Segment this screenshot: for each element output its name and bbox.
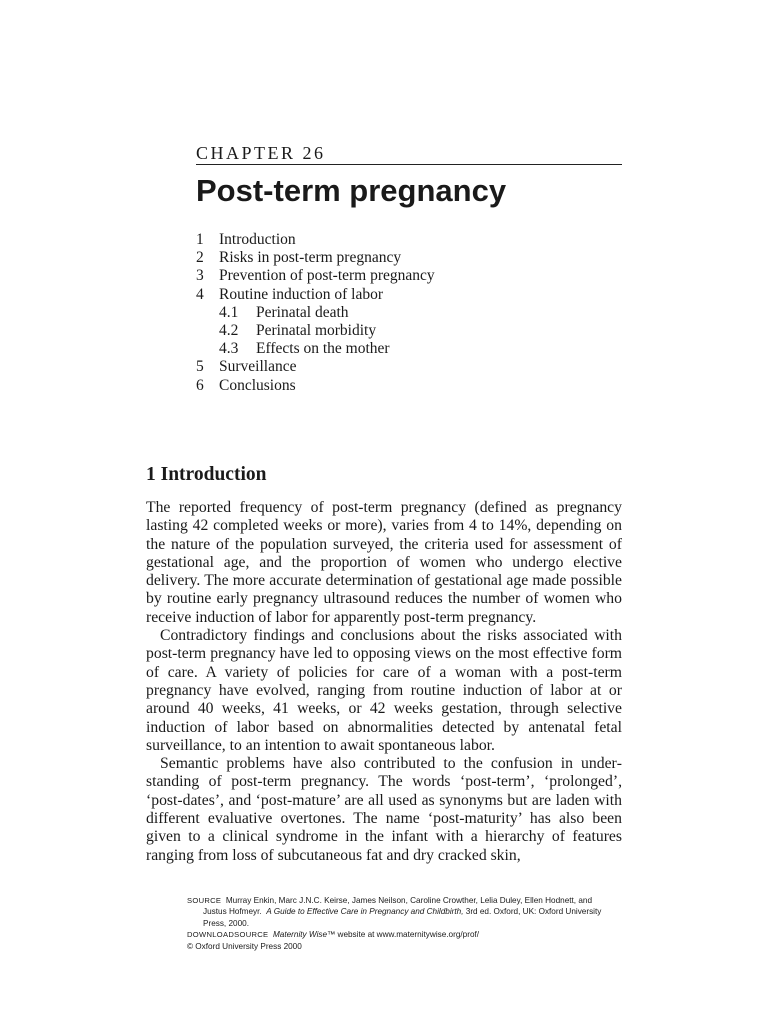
source-edition-2: Press, 2000. — [203, 918, 249, 928]
toc-number: 4.3 — [219, 340, 239, 358]
body-text — [146, 499, 622, 865]
toc-label: Prevention of post-term pregnancy — [219, 267, 435, 285]
toc-number: 5 — [196, 358, 204, 376]
toc-label: Surveillance — [219, 358, 297, 376]
copyright: © Oxford University Press 2000 — [187, 941, 302, 951]
source-line-2 — [187, 906, 623, 917]
download-text: website at www.maternitywise.org/prof/ — [337, 930, 480, 940]
toc-label: Perinatal morbidity — [256, 321, 377, 339]
toc-number: 4.1 — [219, 303, 239, 321]
download-line — [187, 929, 623, 940]
chapter-title: Post-term pregnancy — [196, 173, 507, 208]
table-of-contents — [196, 231, 435, 395]
source-book: A Guide to Effective Care in Pregnancy and Childbirth, — [266, 907, 464, 917]
toc-number: 1 — [196, 231, 204, 248]
toc-item — [196, 249, 435, 267]
toc-item — [196, 231, 435, 249]
section-heading: 1 Introduction — [146, 464, 267, 485]
toc-label: Risks in post-term pregnancy — [219, 249, 402, 267]
source-line — [187, 895, 623, 906]
toc-number: 4.2 — [219, 321, 239, 339]
paragraph: Semantic problems have also contributed to the confusion in understanding of post-term pregnancy. The words ‘post-term’, ‘prolonged’, ‘post-dates’, and ‘post-mature’ are all used as synonyms but are laden with different evaluative overtones. The name ‘post-maturity’ has also been given to a clinical syndrome in the infant with a hierarchy of features ranging from loss of subcutaneous fat and dry cracked skin, — [146, 755, 622, 864]
source-authors-2: Justus Hofmeyr. — [203, 907, 262, 917]
toc-label: Conclusions — [219, 376, 296, 394]
toc-item — [196, 358, 435, 376]
download-site: Maternity Wise™ — [272, 930, 336, 940]
toc-number: 3 — [196, 267, 204, 285]
toc-item — [196, 267, 435, 285]
source-edition: 3rd ed. Oxford, UK: Oxford University — [465, 907, 602, 917]
toc-label: Introduction — [219, 231, 296, 248]
source-authors: Murray Enkin, Marc J.N.C. Keirse, James Neilson, Caroline Crowther, Lelia Duley, Ellen Hodnett, and — [225, 896, 593, 905]
toc-subitem — [196, 322, 435, 340]
toc-label: Perinatal death — [256, 303, 349, 321]
source-label: SOURCE — [187, 896, 222, 905]
paragraph: The reported frequency of post-term pregnancy (defined as pregnancy lasting 42 completed weeks or more), varies from 4 to 14%, depending on the nature of the population surveyed, the criteria used for assessment of gestational age, and the proportion of women who undergo elective delivery. The more accurate determination of gestational age made possible by routine early pregnancy ultrasound reduces the number of women who receive induction of labor for apparently post-term pregnancy. — [146, 499, 622, 626]
download-label: DOWNLOADSOURCE — [187, 930, 269, 940]
paragraph: Contradictory findings and conclusions about the risks associated with post-term pregnancy have led to opposing views on the most effective form of care. A variety of policies for care of a woman with a post-term pregnancy have evolved, ranging from routine induction of labor at or around 40 weeks, 41 weeks, or 42 weeks gestation, through selective induction of labor based on abnormalities detected by antenatal fetal surveillance, to an intention to await spontaneous labor. — [146, 627, 622, 754]
toc-label: Effects on the mother — [256, 340, 390, 358]
toc-label: Routine induction of labor — [219, 285, 384, 303]
toc-number: 6 — [196, 376, 204, 394]
source-footer — [187, 895, 623, 952]
chapter-label: CHAPTER 26 — [196, 143, 622, 165]
toc-subitem — [196, 340, 435, 358]
toc-number: 2 — [196, 249, 204, 267]
toc-number: 4 — [196, 285, 204, 303]
toc-subitem — [196, 304, 435, 322]
toc-item — [196, 377, 435, 395]
toc-item — [196, 286, 435, 304]
